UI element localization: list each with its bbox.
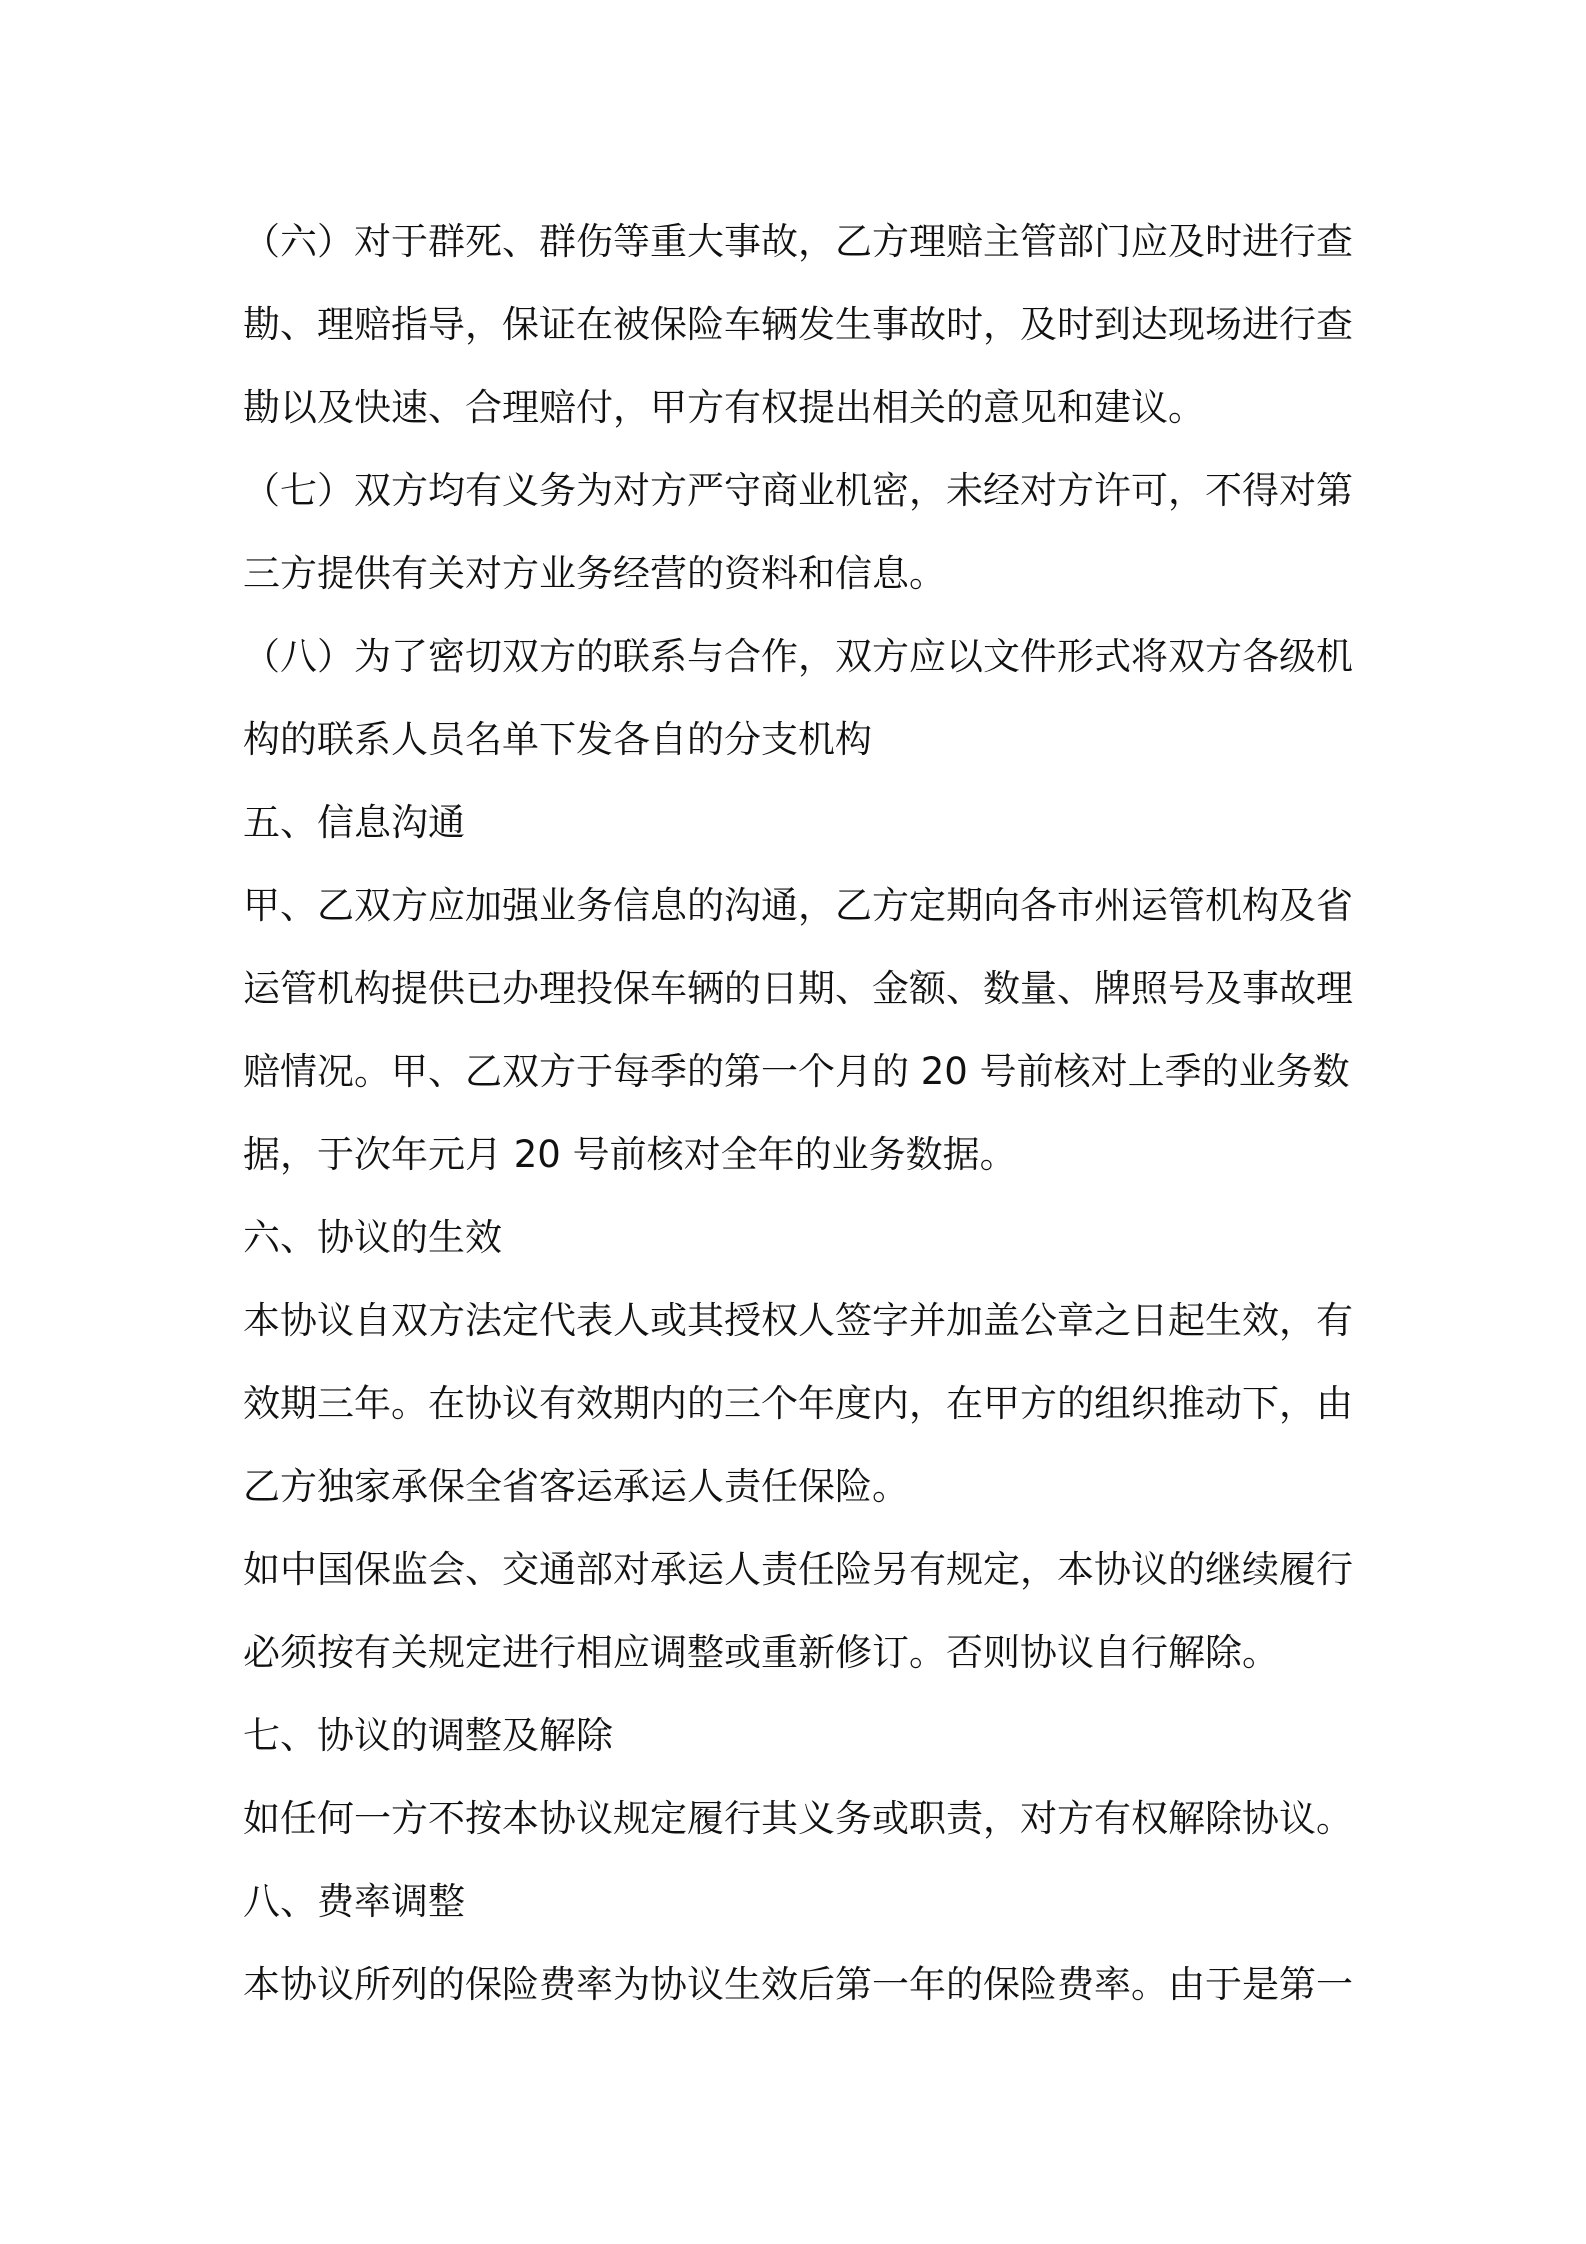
- text-line-11: 赔情况。甲、乙双方于每季的第一个月的 20 号前核对上季的业务数: [243, 1050, 1350, 1093]
- text-line-15: 效期三年。在协议有效期内的三个年度内，在甲方的组织推动下，由: [243, 1382, 1353, 1425]
- text-line-18: 必须按有关规定进行相应调整或重新修订。否则协议自行解除。: [243, 1631, 1279, 1674]
- text-line-9: 甲、乙双方应加强业务信息的沟通，乙方定期向各市州运管机构及省: [243, 884, 1353, 927]
- text-line-3: 勘以及快速、合理赔付，甲方有权提出相关的意见和建议。: [243, 386, 1205, 429]
- section-heading-6: 六、协议的生效: [243, 1216, 502, 1259]
- text-line-14: 本协议自双方法定代表人或其授权人签字并加盖公章之日起生效，有: [243, 1299, 1353, 1342]
- section-heading-5: 五、信息沟通: [243, 801, 465, 844]
- text-line-16: 乙方独家承保全省客运承运人责任保险。: [243, 1465, 909, 1508]
- section-heading-8: 八、费率调整: [243, 1880, 465, 1923]
- text-line-20: 如任何一方不按本协议规定履行其义务或职责，对方有权解除协议。: [243, 1797, 1353, 1840]
- text-line-5: 三方提供有关对方业务经营的资料和信息。: [243, 552, 946, 595]
- text-line-2: 勘、理赔指导，保证在被保险车辆发生事故时，及时到达现场进行查: [243, 303, 1353, 346]
- text-line-12: 据，于次年元月 20 号前核对全年的业务数据。: [243, 1133, 1017, 1176]
- text-line-4: （七）双方均有义务为对方严守商业机密，未经对方许可，不得对第: [243, 469, 1353, 512]
- document-page: [243, 200, 1353, 2026]
- text-line-6: （八）为了密切双方的联系与合作，双方应以文件形式将双方各级机: [243, 635, 1353, 678]
- text-line-10: 运管机构提供已办理投保车辆的日期、金额、数量、牌照号及事故理: [243, 967, 1353, 1010]
- section-heading-7: 七、协议的调整及解除: [243, 1714, 613, 1757]
- text-line-1: （六）对于群死、群伤等重大事故，乙方理赔主管部门应及时进行查: [243, 220, 1353, 263]
- text-line-22: 本协议所列的保险费率为协议生效后第一年的保险费率。由于是第一: [243, 1963, 1353, 2006]
- text-line-7: 构的联系人员名单下发各自的分支机构: [243, 718, 872, 761]
- text-line-17: 如中国保监会、交通部对承运人责任险另有规定，本协议的继续履行: [243, 1548, 1353, 1591]
